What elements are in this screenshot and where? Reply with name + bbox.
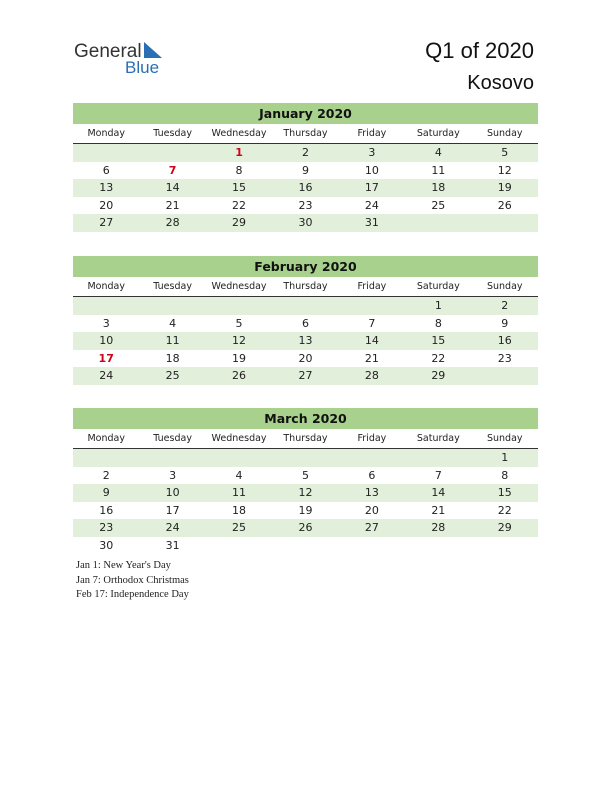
day-cell: 1 <box>434 299 442 312</box>
day-cell: 18 <box>165 351 180 365</box>
day-cell: 5 <box>235 316 243 330</box>
weekday-label: Wednesday <box>211 433 267 444</box>
month-march <box>73 408 538 554</box>
day-cell: 25 <box>165 369 180 382</box>
day-cell: 12 <box>232 334 247 347</box>
weekday-label: Sunday <box>486 128 523 139</box>
weekday-label: Thursday <box>283 433 328 444</box>
day-cell <box>339 297 405 315</box>
week-row <box>73 179 538 197</box>
day-cell: 18 <box>431 181 446 194</box>
weekday-label: Monday <box>87 281 125 292</box>
day-cell: 31 <box>364 216 379 229</box>
week-row <box>73 197 538 215</box>
weekday-label: Saturday <box>416 433 460 444</box>
day-cell: 30 <box>298 216 313 229</box>
day-cell: 21 <box>165 198 180 212</box>
day-cell: 2 <box>301 146 309 159</box>
day-cell: 4 <box>434 146 442 159</box>
week-row <box>73 144 538 162</box>
month-february <box>73 256 538 385</box>
day-cell <box>339 449 405 467</box>
page-title: Q1 of 2020 <box>425 38 534 63</box>
day-cell: 7 <box>434 468 442 482</box>
weekday-label: Saturday <box>416 128 460 139</box>
week-row <box>73 350 538 368</box>
week-row <box>73 502 538 520</box>
day-cell: 26 <box>232 369 247 382</box>
day-cell: 4 <box>235 468 243 482</box>
day-cell <box>405 214 471 232</box>
day-cell <box>139 449 205 467</box>
day-cell: 6 <box>368 468 376 482</box>
weekday-label: Saturday <box>416 281 460 292</box>
weekday-label: Wednesday <box>211 281 267 292</box>
day-cell: 15 <box>232 181 247 194</box>
day-cell: 9 <box>301 163 309 177</box>
week-row <box>73 214 538 232</box>
day-cell <box>405 537 471 555</box>
weekday-label: Friday <box>357 281 387 292</box>
day-cell: 15 <box>497 486 512 499</box>
day-cell: 20 <box>99 198 114 212</box>
week-row <box>73 484 538 502</box>
day-cell: 21 <box>364 351 379 365</box>
weekday-label: Tuesday <box>153 281 192 292</box>
day-cell: 23 <box>497 351 512 365</box>
day-cell: 25 <box>232 521 247 534</box>
day-cell: 26 <box>298 521 313 534</box>
day-cell: 5 <box>301 468 309 482</box>
holiday-note: Feb 17: Independence Day <box>76 589 189 600</box>
day-cell <box>272 449 338 467</box>
day-cell: 17 <box>98 351 114 365</box>
day-cell: 20 <box>364 503 379 517</box>
day-cell: 19 <box>298 503 313 517</box>
day-cell: 15 <box>431 334 446 347</box>
day-cell: 21 <box>431 503 446 517</box>
day-cell <box>206 297 272 315</box>
weekday-label: Thursday <box>283 281 328 292</box>
day-cell: 4 <box>169 316 177 330</box>
day-cell <box>206 537 272 555</box>
weekday-label: Tuesday <box>153 433 192 444</box>
day-cell: 11 <box>232 486 247 499</box>
day-cell: 16 <box>497 334 512 347</box>
logo-word-blue: Blue <box>125 58 160 77</box>
weekday-label: Friday <box>357 433 387 444</box>
weekday-header-row <box>73 277 538 297</box>
week-row <box>73 297 538 315</box>
day-cell <box>139 144 205 162</box>
weekday-label: Tuesday <box>153 128 192 139</box>
weekday-label: Sunday <box>486 433 523 444</box>
day-cell: 22 <box>497 503 512 517</box>
week-row <box>73 162 538 180</box>
title-block <box>425 38 534 95</box>
day-cell <box>73 297 139 315</box>
day-cell: 17 <box>165 503 180 517</box>
day-cell: 22 <box>232 198 247 212</box>
day-cell: 28 <box>165 216 180 229</box>
week-row <box>73 332 538 350</box>
day-cell: 2 <box>501 299 509 312</box>
day-cell: 8 <box>434 316 442 330</box>
day-cell: 6 <box>102 163 110 177</box>
weekday-label: Monday <box>87 128 125 139</box>
day-cell: 11 <box>431 163 446 177</box>
day-cell: 14 <box>431 486 446 499</box>
day-cell: 23 <box>99 521 114 534</box>
day-cell: 23 <box>298 198 313 212</box>
day-cell: 28 <box>431 521 446 534</box>
day-cell: 10 <box>99 334 114 347</box>
day-cell: 19 <box>232 351 247 365</box>
day-cell: 27 <box>364 521 379 534</box>
day-cell: 27 <box>99 216 114 229</box>
day-cell: 10 <box>364 163 379 177</box>
day-cell: 24 <box>364 198 379 212</box>
week-row <box>73 449 538 467</box>
week-row <box>73 519 538 537</box>
day-cell: 26 <box>497 198 512 212</box>
day-cell: 19 <box>497 181 512 194</box>
weekday-header-row <box>73 429 538 449</box>
day-cell: 12 <box>497 163 512 177</box>
day-cell: 9 <box>102 486 110 499</box>
month-header: March 2020 <box>73 408 538 429</box>
day-cell <box>73 144 139 162</box>
day-cell: 25 <box>431 198 446 212</box>
day-cell: 9 <box>501 316 509 330</box>
day-cell: 14 <box>165 181 180 194</box>
day-cell: 1 <box>501 451 509 464</box>
day-cell <box>206 449 272 467</box>
day-cell: 13 <box>298 334 313 347</box>
day-cell: 12 <box>298 486 313 499</box>
day-cell <box>272 537 338 555</box>
holiday-note: Jan 1: New Year's Day <box>76 560 171 571</box>
day-cell: 5 <box>501 146 509 159</box>
weekday-label: Monday <box>87 433 125 444</box>
weekday-label: Wednesday <box>211 128 267 139</box>
day-cell: 29 <box>232 216 247 229</box>
day-cell: 29 <box>431 369 446 382</box>
day-cell: 29 <box>497 521 512 534</box>
logo-word-general: General <box>74 41 142 62</box>
week-row <box>73 315 538 333</box>
day-cell <box>405 449 471 467</box>
week-row <box>73 467 538 485</box>
weekday-label: Thursday <box>283 128 328 139</box>
day-cell: 18 <box>232 503 247 517</box>
day-cell: 3 <box>102 316 110 330</box>
day-cell: 22 <box>431 351 446 365</box>
day-cell: 1 <box>235 146 243 159</box>
day-cell <box>139 297 205 315</box>
day-cell: 16 <box>99 503 114 517</box>
brand-logo <box>74 41 160 77</box>
day-cell: 7 <box>168 163 177 177</box>
holiday-note: Jan 7: Orthodox Christmas <box>76 574 189 586</box>
day-cell <box>272 297 338 315</box>
day-cell <box>472 367 538 385</box>
day-cell: 7 <box>368 316 376 330</box>
day-cell: 13 <box>364 486 379 499</box>
day-cell <box>472 537 538 555</box>
day-cell: 24 <box>165 521 180 534</box>
day-cell: 10 <box>165 486 180 499</box>
day-cell: 16 <box>298 181 313 194</box>
day-cell: 28 <box>364 369 379 382</box>
day-cell: 30 <box>99 538 114 552</box>
month-header: January 2020 <box>73 103 538 124</box>
day-cell: 20 <box>298 351 313 365</box>
country-name: Kosovo <box>467 72 534 94</box>
month-header: February 2020 <box>73 256 538 277</box>
day-cell: 6 <box>301 316 309 330</box>
week-row <box>73 367 538 385</box>
week-row <box>73 537 538 555</box>
day-cell: 14 <box>364 334 379 347</box>
day-cell <box>472 214 538 232</box>
day-cell: 24 <box>99 369 114 382</box>
month-january <box>73 103 538 232</box>
day-cell: 8 <box>501 468 509 482</box>
day-cell <box>339 537 405 555</box>
day-cell: 17 <box>364 181 379 194</box>
day-cell: 11 <box>165 334 180 347</box>
day-cell: 8 <box>235 163 243 177</box>
day-cell: 27 <box>298 369 313 382</box>
day-cell: 13 <box>99 181 114 194</box>
day-cell: 31 <box>165 538 180 552</box>
weekday-label: Sunday <box>486 281 523 292</box>
weekday-label: Friday <box>357 128 387 139</box>
weekday-header-row <box>73 124 538 144</box>
day-cell: 2 <box>102 468 110 482</box>
holiday-notes <box>76 560 189 604</box>
day-cell <box>73 449 139 467</box>
day-cell: 3 <box>368 146 376 159</box>
day-cell: 3 <box>169 468 177 482</box>
